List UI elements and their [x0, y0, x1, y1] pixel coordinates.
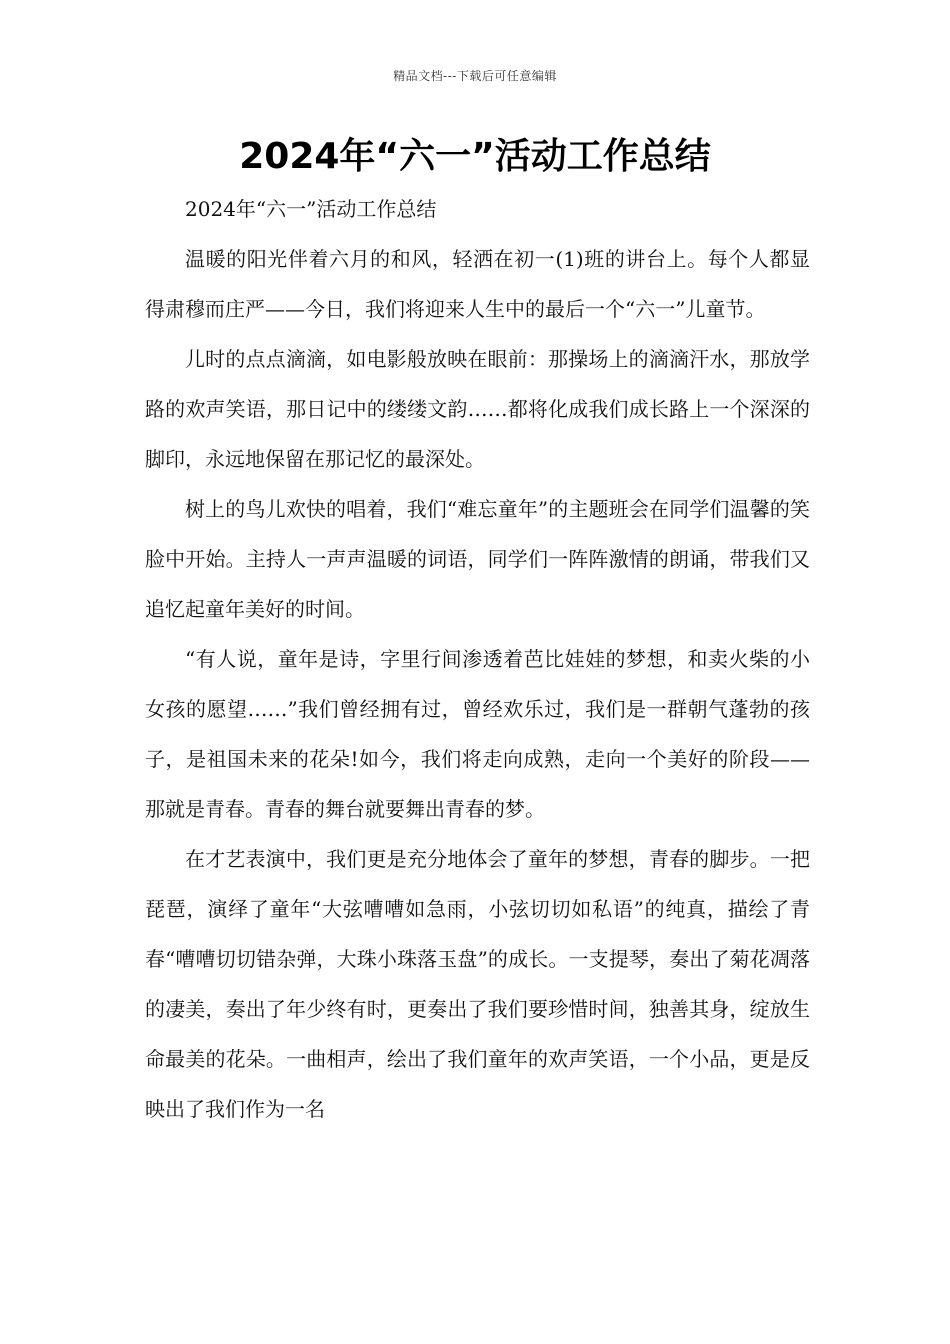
header-note: 精品文档---下载后可任意编辑 — [393, 69, 557, 83]
paragraph: 儿时的点点滴滴，如电影般放映在眼前：那操场上的滴滴汗水，那放学路的欢声笑语，那日记中的缕缕文韵……都将化成我们成长路上一个深深的脚印，永远地保留在那记忆的最深处。 — [145, 347, 810, 471]
paragraph: “有人说，童年是诗，字里行间渗透着芭比娃娃的梦想，和卖火柴的小女孩的愿望……”我们曾经拥有过，曾经欢乐过，我们是一群朝气蓬勃的孩子，是祖国未来的花朵!如今，我们将走向成熟，走向一个美好的阶段——那就是青春。青春的舞台就要舞出青春的梦。 — [145, 647, 810, 821]
paragraph: 树上的鸟儿欢快的唱着，我们“难忘童年”的主题班会在同学们温馨的笑脸中开始。主持人一声声温暖的词语，同学们一阵阵激情的朗诵，带我们又追忆起童年美好的时间。 — [145, 497, 810, 621]
document-body — [145, 184, 810, 1134]
paragraph: 温暖的阳光伴着六月的和风，轻洒在初一(1)班的讲台上。每个人都显得肃穆而庄严——今日，我们将迎来人生中的最后一个“六一”儿童节。 — [145, 247, 810, 321]
document-title: 2024年“六一”活动工作总结 — [239, 136, 711, 177]
paragraph: 在才艺表演中，我们更是充分地体会了童年的梦想，青春的脚步。一把琵琶，演绎了童年“大弦嘈嘈如急雨，小弦切切如私语”的纯真，描绘了青春“嘈嘈切切错杂弹，大珠小珠落玉盘”的成长。一支提琴，奏出了菊花凋落的凄美，奏出了年少终有时，更奏出了我们要珍惜时间，独善其身，绽放生命最美的花朵。一曲相声，绘出了我们童年的欢声笑语，一个小品，更是反映出了我们作为一名 — [145, 847, 810, 1121]
paragraph-subtitle: 2024年“六一”活动工作总结 — [185, 197, 437, 221]
